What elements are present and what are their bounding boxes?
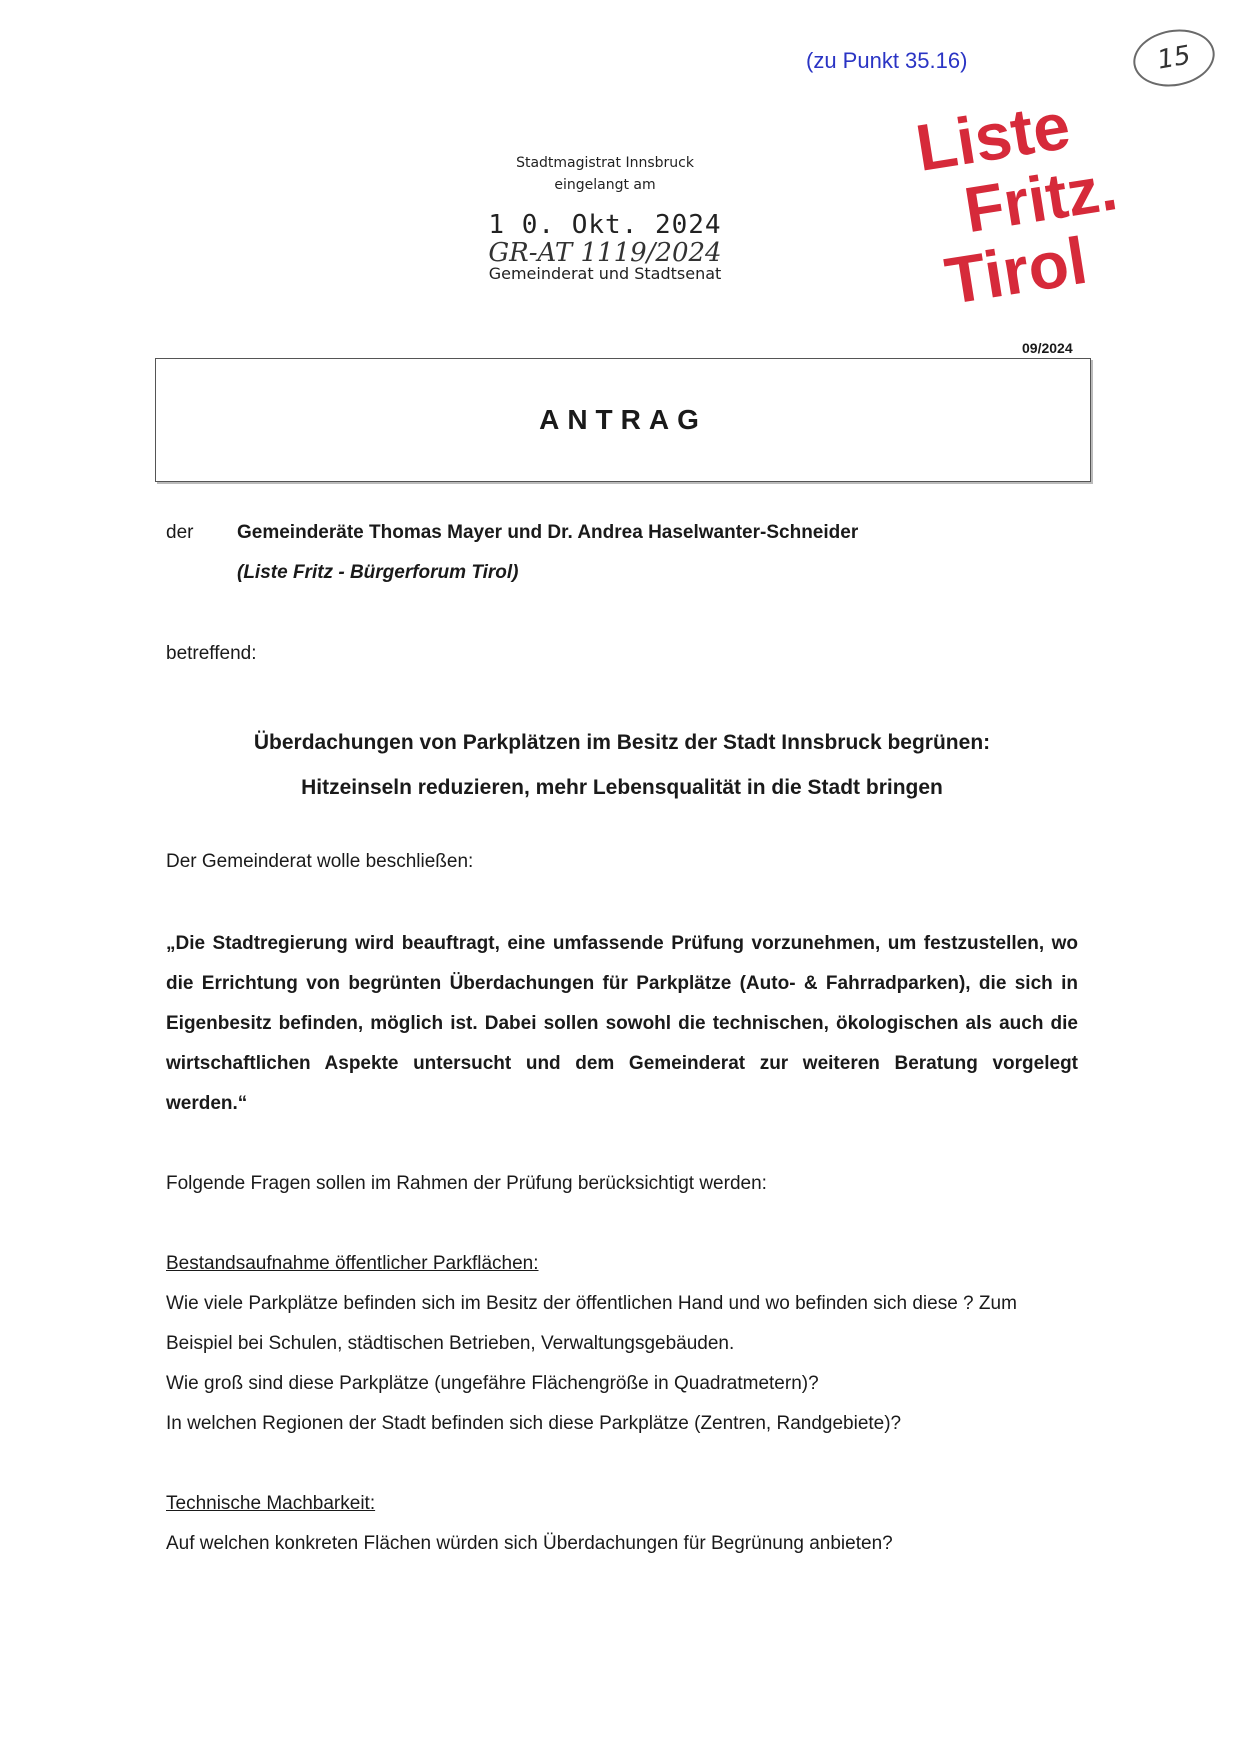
- section-1-question-1: Wie viele Parkplätze befinden sich im Besitz der öffentlichen Hand und wo befinden sich diese ? Zum Beispiel bei Schulen, städtischen Betrieben, Verwaltungsgebäuden.: [166, 1293, 1017, 1354]
- logo-line-1: Liste: [911, 87, 1075, 185]
- receipt-stamp: [470, 152, 740, 283]
- stamp-received-label: eingelangt am: [554, 177, 656, 193]
- document-title: ANTRAG: [539, 404, 707, 435]
- stamp-authority: Stadtmagistrat Innsbruck: [516, 155, 694, 171]
- subject-line-1: Überdachungen von Parkplätzen im Besitz der Stadt Innsbruck begrünen:: [253, 731, 991, 754]
- subject: [166, 720, 1078, 810]
- logo-line-2: Fritz.: [959, 151, 1122, 247]
- stamp-date: 1 0. Okt. 2024: [488, 210, 722, 240]
- title-box: [155, 358, 1091, 482]
- section-2-question-1: Auf welchen konkreten Flächen würden sich Überdachungen für Begrünung anbieten?: [166, 1533, 893, 1554]
- section-1-question-3: In welchen Regionen der Stadt befinden sich diese Parkplätze (Zentren, Randgebiete)?: [166, 1413, 902, 1434]
- party-name: (Liste Fritz - Bürgerforum Tirol): [237, 562, 519, 583]
- section-2-heading: Technische Machbarkeit:: [166, 1493, 376, 1514]
- document-number: 09/2024: [1022, 340, 1073, 356]
- handwritten-page-number: 15: [1129, 23, 1219, 92]
- agenda-reference: (zu Punkt 35.16): [806, 48, 968, 73]
- motion-text: „Die Stadtregierung wird beauftragt, eine umfassende Prüfung vorzunehmen, um festzustellen, wo die Errichtung von begrünten Überdachungen für Parkplätze (Auto- & Fahrradparken), die sich in Eigenbesitz befinden, möglich ist. Dabei sollen sowohl die technischen, ökologischen als auch die wirtschaftlichen Aspekte untersucht und dem Gemeinderat zur weiteren Beratung vorgelegt werden.“: [166, 933, 1078, 1114]
- stamp-department: Gemeinderat und Stadtsenat: [488, 264, 722, 283]
- logo-line-3: Tirol: [940, 222, 1092, 319]
- section-2: [166, 1484, 1078, 1564]
- subject-line-2: Hitzeinseln reduzieren, mehr Lebensqualität in die Stadt bringen: [301, 776, 943, 799]
- stamp-file-number: GR-AT 1119/2024: [488, 238, 722, 268]
- concerning-label: betreffend:: [166, 643, 257, 664]
- liste-fritz-tirol-logo: [911, 87, 1170, 319]
- submitters: Gemeinderäte Thomas Mayer und Dr. Andrea Haselwanter-Schneider: [237, 522, 859, 543]
- section-1: [166, 1244, 1078, 1444]
- section-1-heading: Bestandsaufnahme öffentlicher Parkflächen:: [166, 1253, 539, 1274]
- from-label: der: [166, 522, 194, 543]
- resolution-intro: Der Gemeinderat wolle beschließen:: [166, 851, 474, 872]
- section-1-question-2: Wie groß sind diese Parkplätze (ungefähre Flächengröße in Quadratmetern)?: [166, 1373, 819, 1394]
- questions-intro: Folgende Fragen sollen im Rahmen der Prüfung berücksichtigt werden:: [166, 1173, 767, 1194]
